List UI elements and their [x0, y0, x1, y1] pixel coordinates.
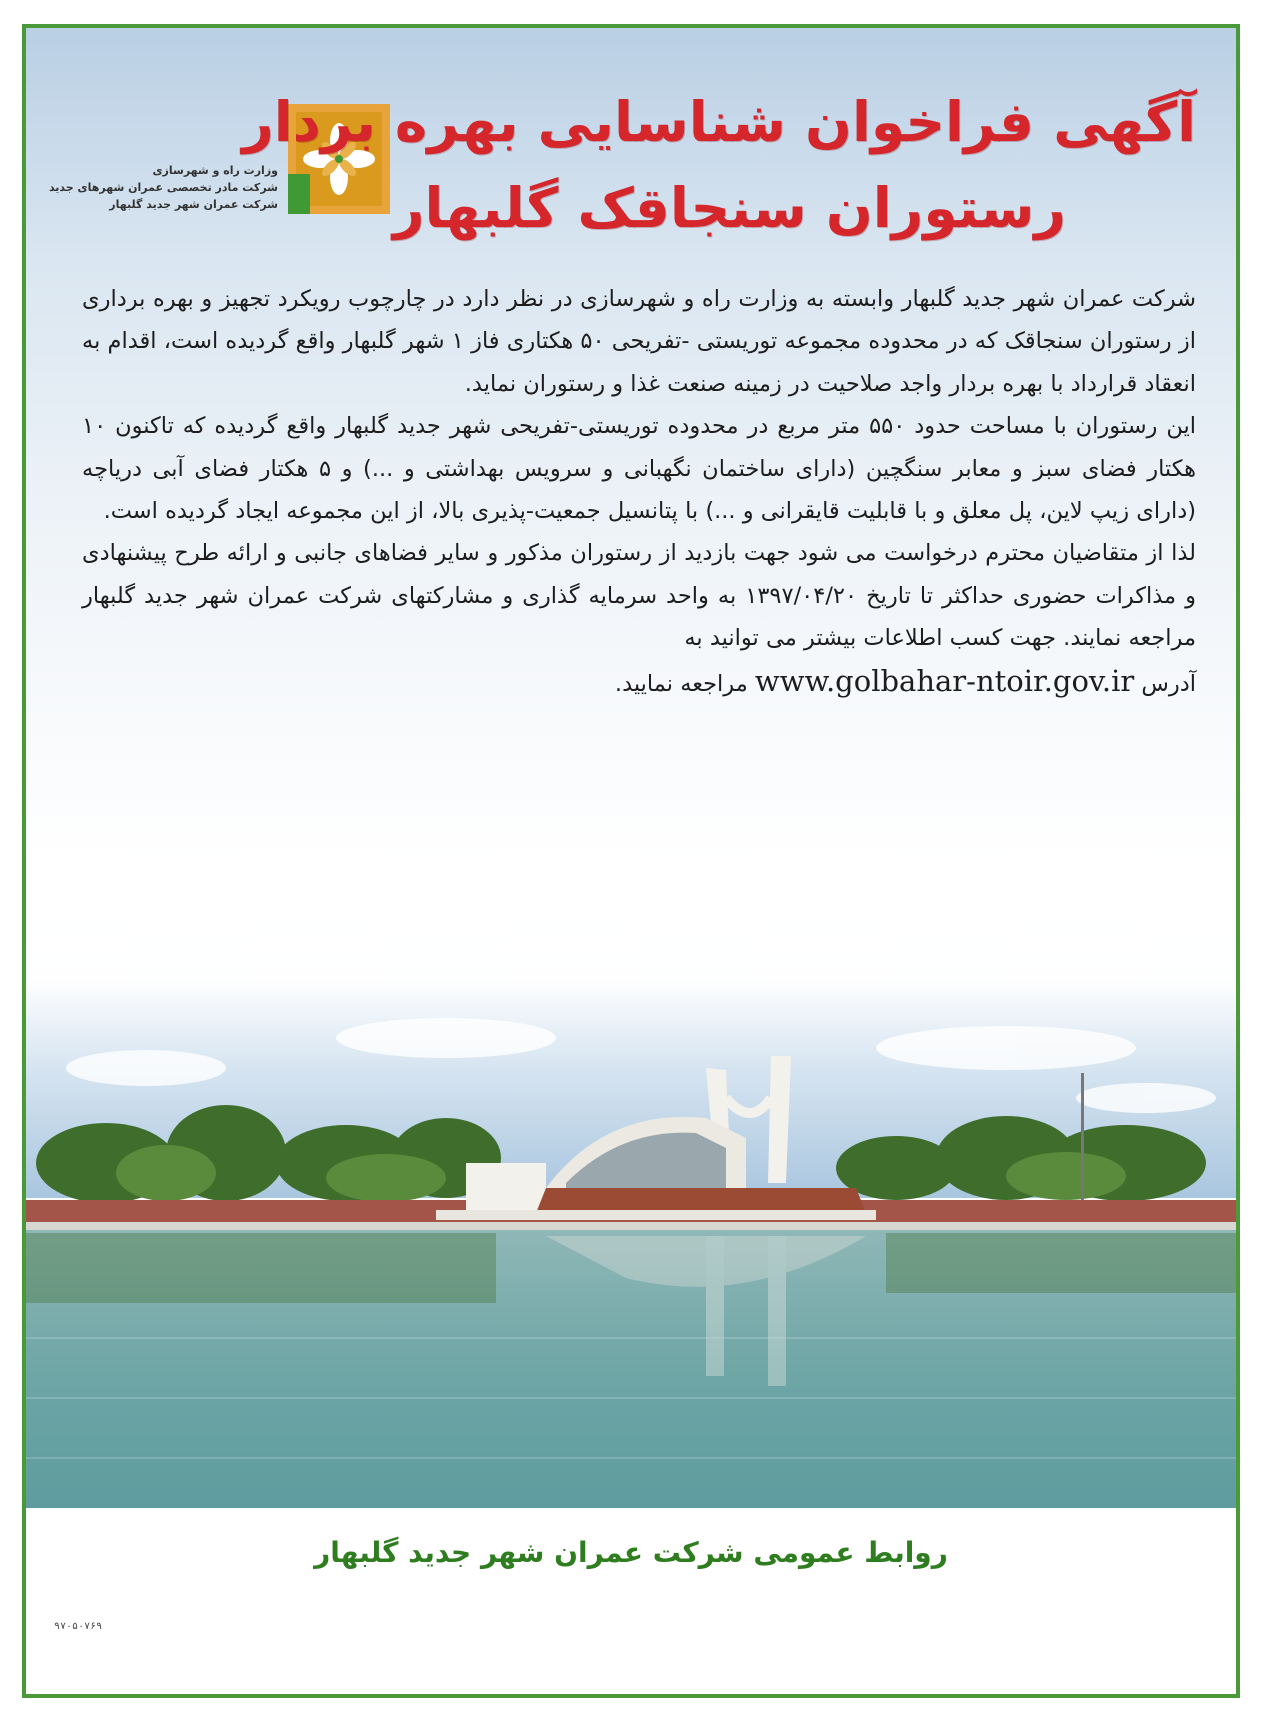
logo-line-company: شرکت عمران شهر جدید گلبهار [109, 198, 278, 211]
footer-public-relations: روابط عمومی شرکت عمران شهر جدید گلبهار [314, 1536, 948, 1569]
logo-line-parent-company: شرکت مادر تخصصی عمران شهرهای جدید [48, 181, 278, 194]
advertisement-frame [22, 24, 1240, 1698]
address-prefix: آدرس [1141, 670, 1196, 697]
paragraph-intro: شرکت عمران شهر جدید گلبهار وابسته به وزارت راه و شهرسازی در نظر دارد در چارچوب رویکرد تجهیز و بهره برداری از رستوران سنجاقک که در محدوده مجموعه توریستی -تفریحی ۵۰ هکتاری فاز ۱ شهر گلبهار واقع گردیده است، اقدام به انعقاد قرارداد با بهره بردار واجد صلاحیت در زمینه صنعت غذا و رستوران نماید. [82, 286, 1196, 397]
logo-text [48, 162, 278, 213]
address-suffix: مراجعه نمایید. [614, 670, 748, 697]
logo-line-ministry: وزارت راه و شهرسازی [152, 164, 278, 177]
announcement-body [82, 278, 1196, 705]
paragraph-address [82, 660, 1196, 705]
paragraph-description: این رستوران با مساحت حدود ۵۵۰ متر مربع در محدوده توریستی-تفریحی شهر جدید گلبهار واقع گردیده که تاکنون ۱۰ هکتار فضای سبز و معابر سنگچین (دارای ساختمان نگهبانی و سرویس بهداشتی و ...) و ۵ هکتار فضای آبی دریاچه (دارای زیپ لاین، پل معلق و با قابلیت قایقرانی و ...) با پتانسیل جمعیت-پذیری بالا، از این مجموعه ایجاد گردیده است. [82, 413, 1197, 525]
website-link[interactable]: www.golbahar-ntoir.gov.ir [754, 663, 1135, 698]
restaurant-lake-photo [26, 978, 1240, 1508]
title-line-1: آگهی فراخوان شناسایی بهره بردار [242, 90, 1196, 154]
paragraph-request: لذا از متقاضیان محترم درخواست می شود جهت بازدید از رستوران مذکور و سایر فضاهای جانبی و ارائه طرح پیشنهادی و مذاکرات حضوری حداکثر تا تاریخ ۱۳۹۷/۰۴/۲۰ به واحد سرمایه گذاری و مشارکتهای شرکت عمران شهر جدید گلبهار مراجعه نمایند. جهت کسب اطلاعات بیشتر می توانید به [82, 540, 1196, 652]
title-line-2: رستوران سنجاقک گلبهار [392, 176, 1066, 240]
ad-code: ۹۷۰۵۰۷۶۹ [54, 1621, 103, 1632]
